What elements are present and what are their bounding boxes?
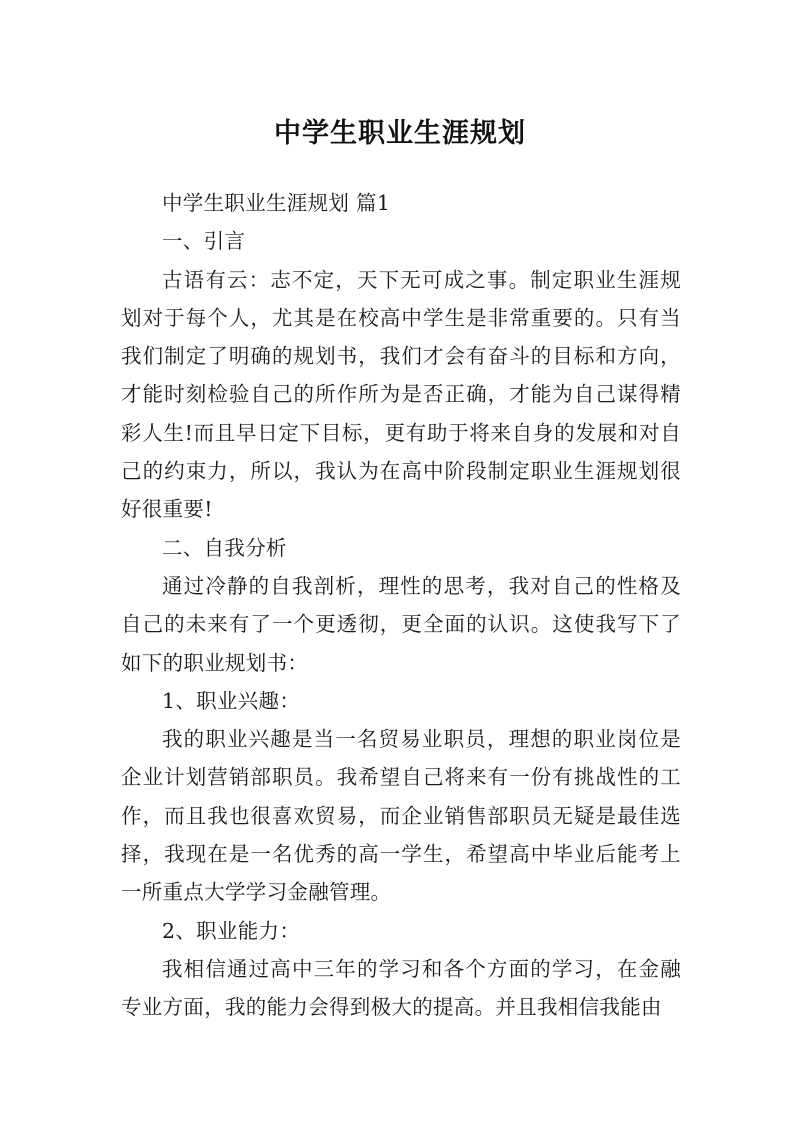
body-paragraph: 我相信通过高中三年的学习和各个方面的学习，在金融专业方面，我的能力会得到极大的提高。并且我相信我能由	[121, 956, 681, 1020]
section-heading: 二、自我分析	[162, 535, 287, 560]
subsection-heading: 1、职业兴趣：	[162, 688, 301, 713]
body-paragraph: 我的职业兴趣是当一名贸易业职员，理想的职业岗位是企业计划营销部职员。我希望自己将来有一份有挑战性的工作，而且我也很喜欢贸易，而企业销售部职员无疑是最佳选择，我现在是一名优秀的高一学生，希望高中毕业后能考上一所重点大学学习金融管理。	[121, 727, 681, 905]
subsection-heading: 2、职业能力：	[162, 918, 301, 943]
document-title: 中学生职业生涯规划	[274, 118, 526, 150]
section-heading: 中学生职业生涯规划 篇1	[162, 191, 391, 215]
document-body	[121, 184, 681, 1027]
section-heading: 一、引言	[162, 229, 246, 254]
body-paragraph: 古语有云：志不定，天下无可成之事。制定职业生涯规划对于每个人，尤其是在校高中学生是非常重要的。只有当我们制定了明确的规划书，我们才会有奋斗的目标和方向，才能时刻检验自己的所作所为是否正确，才能为自己谋得精彩人生!而且早日定下目标，更有助于将来自身的发展和对自己的约束力，所以，我认为在高中阶段制定职业生涯规划很好很重要!	[121, 267, 681, 522]
body-paragraph: 通过冷静的自我剖析，理性的思考，我对自己的性格及自己的未来有了一个更透彻，更全面的认识。这使我写下了如下的职业规划书：	[121, 573, 681, 675]
